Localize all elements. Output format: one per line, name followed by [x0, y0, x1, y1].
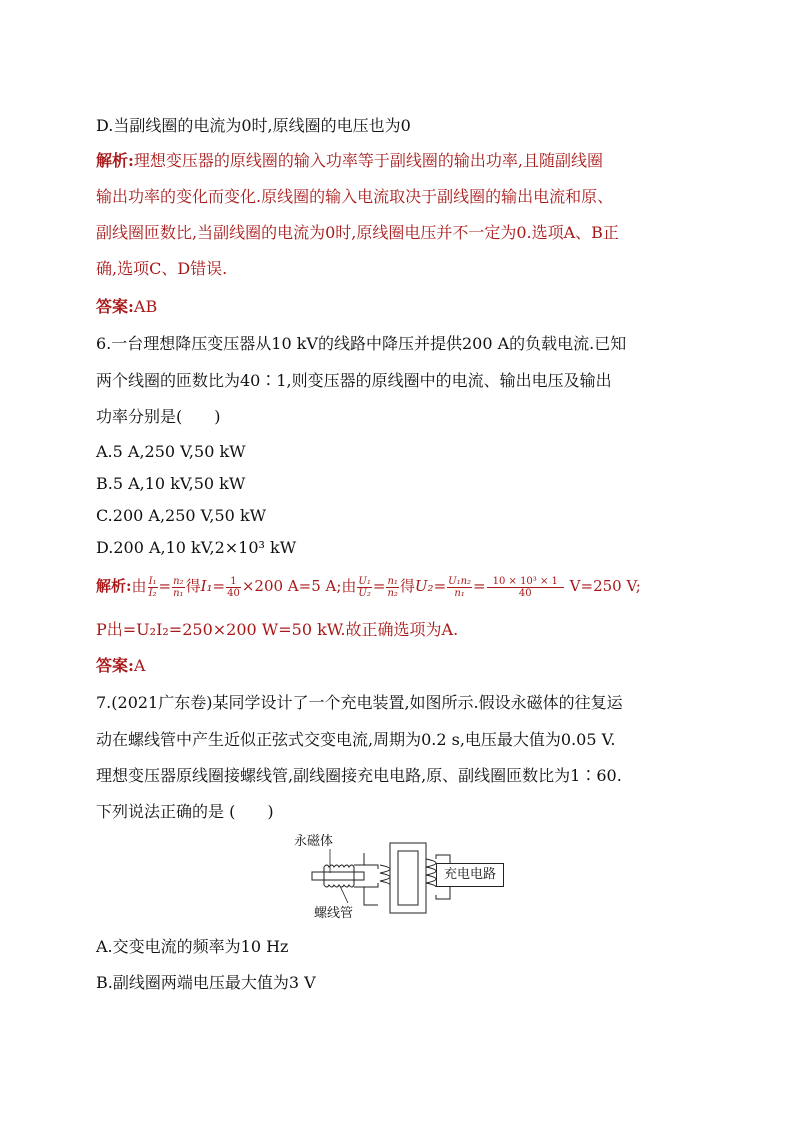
q6-analysis-formula: 解析:由 $\frac{\text{I₁}}{\text{I₂}}$ = $\frac{\text{n₂}}{\text{n₁}}$ 得I₁= $\frac{1}{40}$ ×200 A=5 A;由 $\frac{\text{U₁}}{\text{U₂}}$ = $\frac{\text{n₁}}{\text{n₂}}$ 得U₂= $\frac{\text{U₁n₂}}{\text{n₁}}$ = $\frac{\text{10 × 10³ × 1}}{40}$ V=250 V; — [96, 575, 641, 599]
q5-answer — [96, 297, 716, 317]
fraction-10e3-40: $\frac{\text{10 × 10³ × 1}}{40}$ — [487, 576, 564, 599]
q5-answer-label: 答案: — [96, 297, 134, 316]
q5-analysis-line-1: 解析:理想变压器的原线圈的输入功率等于副线圈的输出功率,且随副线圈 — [96, 151, 604, 170]
q6-option-c: C.200 A,250 V,50 kW — [96, 506, 267, 525]
q7-option-a: A.交变电流的频率为10 Hz — [96, 937, 289, 956]
q6-option-b: B.5 A,10 kV,50 kW — [96, 474, 246, 493]
fraction-u1-u2: $\frac{\text{U₁}}{\text{U₂}}$ — [358, 575, 371, 599]
secondary-coil — [426, 859, 436, 887]
q7-stem-line-4: 下列说法正确的是 ( ) — [96, 802, 274, 821]
q6-stem-line-1: 6.一台理想降压变压器从10 kV的线路中降压并提供200 A的负载电流.已知 — [96, 334, 627, 353]
q6-analysis-label: 解析: — [96, 577, 132, 595]
q5-analysis-label: 解析: — [96, 151, 134, 170]
q5-analysis-line-3: 副线圈匝数比,当副线圈的电流为0时,原线圈电压并不一定为0.选项A、B正 — [96, 223, 619, 242]
magnet-label: 永磁体 — [294, 834, 334, 849]
q6-stem-line-3: 功率分别是( ) — [96, 407, 221, 426]
fraction-i1-i2: $\frac{\text{I₁}}{\text{I₂}}$ — [148, 575, 157, 599]
q5-analysis-line-4: 确,选项C、D错误. — [96, 259, 228, 278]
charging-circuit-box: 充电电路 — [436, 863, 504, 887]
q7-stem-line-3: 理想变压器原线圈接螺线管,副线圈接充电电路,原、副线圈匝数比为1∶60. — [96, 766, 622, 785]
q7-stem-line-1: 7.(2021广东卷)某同学设计了一个充电装置,如图所示.假设永磁体的往复运 — [96, 693, 623, 712]
fraction-n2-n1: $\frac{\text{n₂}}{\text{n₁}}$ — [173, 575, 184, 599]
q6-answer-value: A — [133, 656, 146, 675]
q6-option-d: D.200 A,10 kV,2×10³ kW — [96, 538, 297, 557]
q7-stem-line-2: 动在螺线管中产生近似正弦式交变电流,周期为0.2 s,电压最大值为0.05 V. — [96, 730, 616, 749]
fraction-u1n2-n1: $\frac{\text{U₁n₂}}{\text{n₁}}$ — [448, 575, 472, 599]
q7-option-b: B.副线圈两端电压最大值为3 V — [96, 973, 316, 992]
q6-answer — [96, 656, 716, 676]
fraction-n1-n2: $\frac{\text{n₁}}{\text{n₂}}$ — [387, 575, 398, 599]
solenoid-label: 螺线管 — [314, 906, 354, 921]
solenoid-leader — [340, 886, 348, 903]
q6-stem-line-2: 两个线圈的匝数比为40∶1,则变压器的原线圈中的电流、输出电压及输出 — [96, 371, 612, 390]
transformer-core — [390, 843, 426, 913]
q6-answer-label: 答案: — [96, 656, 134, 675]
charging-device-figure — [294, 834, 505, 923]
magnet-rod — [312, 872, 364, 880]
q6-option-a: A.5 A,250 V,50 kW — [96, 442, 246, 461]
q5-option-d: D.当副线圈的电流为0时,原线圈的电压也为0 — [96, 116, 411, 135]
q5-answer-value: AB — [133, 297, 158, 316]
primary-coil — [380, 865, 390, 885]
q5-analysis-line-2: 输出功率的变化而变化.原线圈的输入电流取决于副线圈的输出电流和原、 — [96, 187, 614, 206]
q6-analysis-line-2: P出=U₂I₂=250×200 W=50 kW.故正确选项为A. — [96, 620, 459, 639]
fraction-1-40: $\frac{1}{40}$ — [227, 575, 240, 599]
